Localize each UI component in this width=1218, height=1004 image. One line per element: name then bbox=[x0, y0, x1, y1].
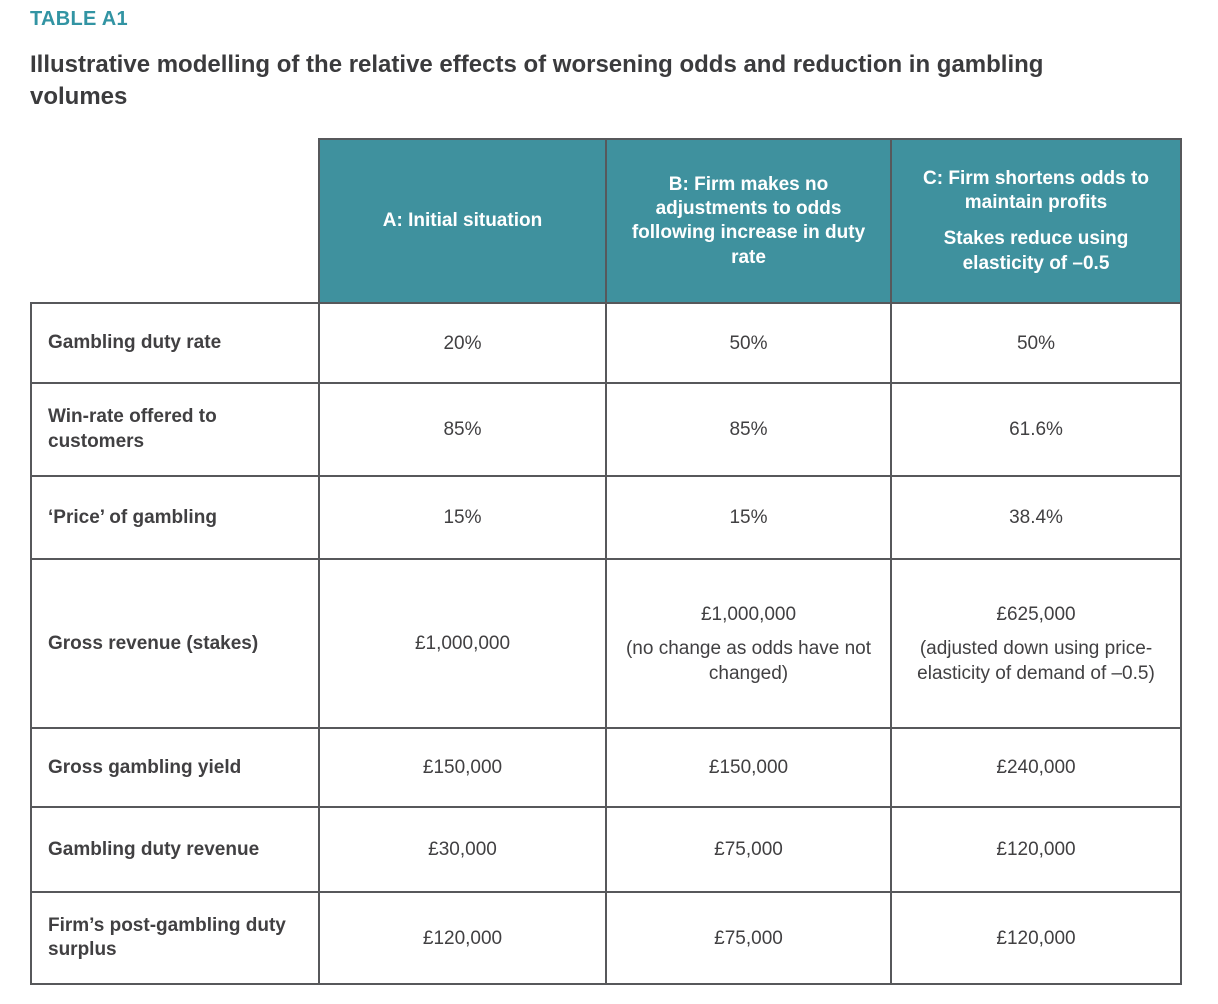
table-row-gross-gambling-yield bbox=[31, 728, 1181, 807]
cell-b-note: (no change as odds have not changed) bbox=[625, 637, 872, 684]
gambling-duty-model-table bbox=[30, 138, 1182, 985]
cell-c: 38.4% bbox=[891, 476, 1181, 559]
cell-a: 85% bbox=[319, 383, 606, 476]
row-label: ‘Price’ of gambling bbox=[31, 476, 319, 559]
cell-b: £75,000 bbox=[606, 807, 891, 892]
cell-c: 61.6% bbox=[891, 383, 1181, 476]
row-label: Firm’s post-gambling duty surplus bbox=[31, 892, 319, 984]
cell-a: £150,000 bbox=[319, 728, 606, 807]
cell-c: £120,000 bbox=[891, 807, 1181, 892]
row-label: Win-rate offered to customers bbox=[31, 383, 319, 476]
table-row-price-of-gambling bbox=[31, 476, 1181, 559]
table-row-win-rate bbox=[31, 383, 1181, 476]
cell-b-value: £1,000,000 bbox=[700, 603, 797, 625]
cell-a: 20% bbox=[319, 303, 606, 383]
cell-b: £75,000 bbox=[606, 892, 891, 984]
row-label: Gross revenue (stakes) bbox=[31, 559, 319, 728]
cell-b: £150,000 bbox=[606, 728, 891, 807]
header-row bbox=[31, 139, 1181, 303]
table-row-gambling-duty-revenue bbox=[31, 807, 1181, 892]
cell-a: £120,000 bbox=[319, 892, 606, 984]
cell-b: 15% bbox=[606, 476, 891, 559]
row-label: Gross gambling yield bbox=[31, 728, 319, 807]
cell-a: £30,000 bbox=[319, 807, 606, 892]
cell-c-note: (adjusted down using price-elasticity of demand of –0.5) bbox=[917, 637, 1155, 684]
cell-a-value: £1,000,000 bbox=[414, 633, 511, 655]
cell-a bbox=[319, 559, 606, 728]
cell-b bbox=[606, 559, 891, 728]
row-label: Gambling duty rate bbox=[31, 303, 319, 383]
table-row-post-duty-surplus bbox=[31, 892, 1181, 984]
column-header-a bbox=[319, 139, 606, 303]
row-label: Gambling duty revenue bbox=[31, 807, 319, 892]
cell-b: 50% bbox=[606, 303, 891, 383]
cell-a: 15% bbox=[319, 476, 606, 559]
column-header-c-label: C: Firm shortens odds to maintain profits bbox=[923, 167, 1149, 214]
cell-c: 50% bbox=[891, 303, 1181, 383]
column-header-c-sublabel: Stakes reduce using elasticity of –0.5 bbox=[943, 228, 1129, 274]
cell-b: 85% bbox=[606, 383, 891, 476]
corner-spacer-cell bbox=[31, 139, 319, 303]
cell-c bbox=[891, 559, 1181, 728]
table-title: Illustrative modelling of the relative effects of worsening odds and reduction in gambling volumes bbox=[30, 51, 1044, 110]
column-header-b-label: B: Firm makes no adjustments to odds following increase in duty rate bbox=[631, 173, 866, 268]
cell-c: £240,000 bbox=[891, 728, 1181, 807]
column-header-a-label: A: Initial situation bbox=[382, 210, 543, 232]
column-header-c bbox=[891, 139, 1181, 303]
table-row-gambling-duty-rate bbox=[31, 303, 1181, 383]
table-row-gross-revenue bbox=[31, 559, 1181, 728]
cell-c: £120,000 bbox=[891, 892, 1181, 984]
table-number-label: TABLE A1 bbox=[30, 8, 128, 30]
cell-c-value: £625,000 bbox=[996, 603, 1076, 625]
column-header-b bbox=[606, 139, 891, 303]
